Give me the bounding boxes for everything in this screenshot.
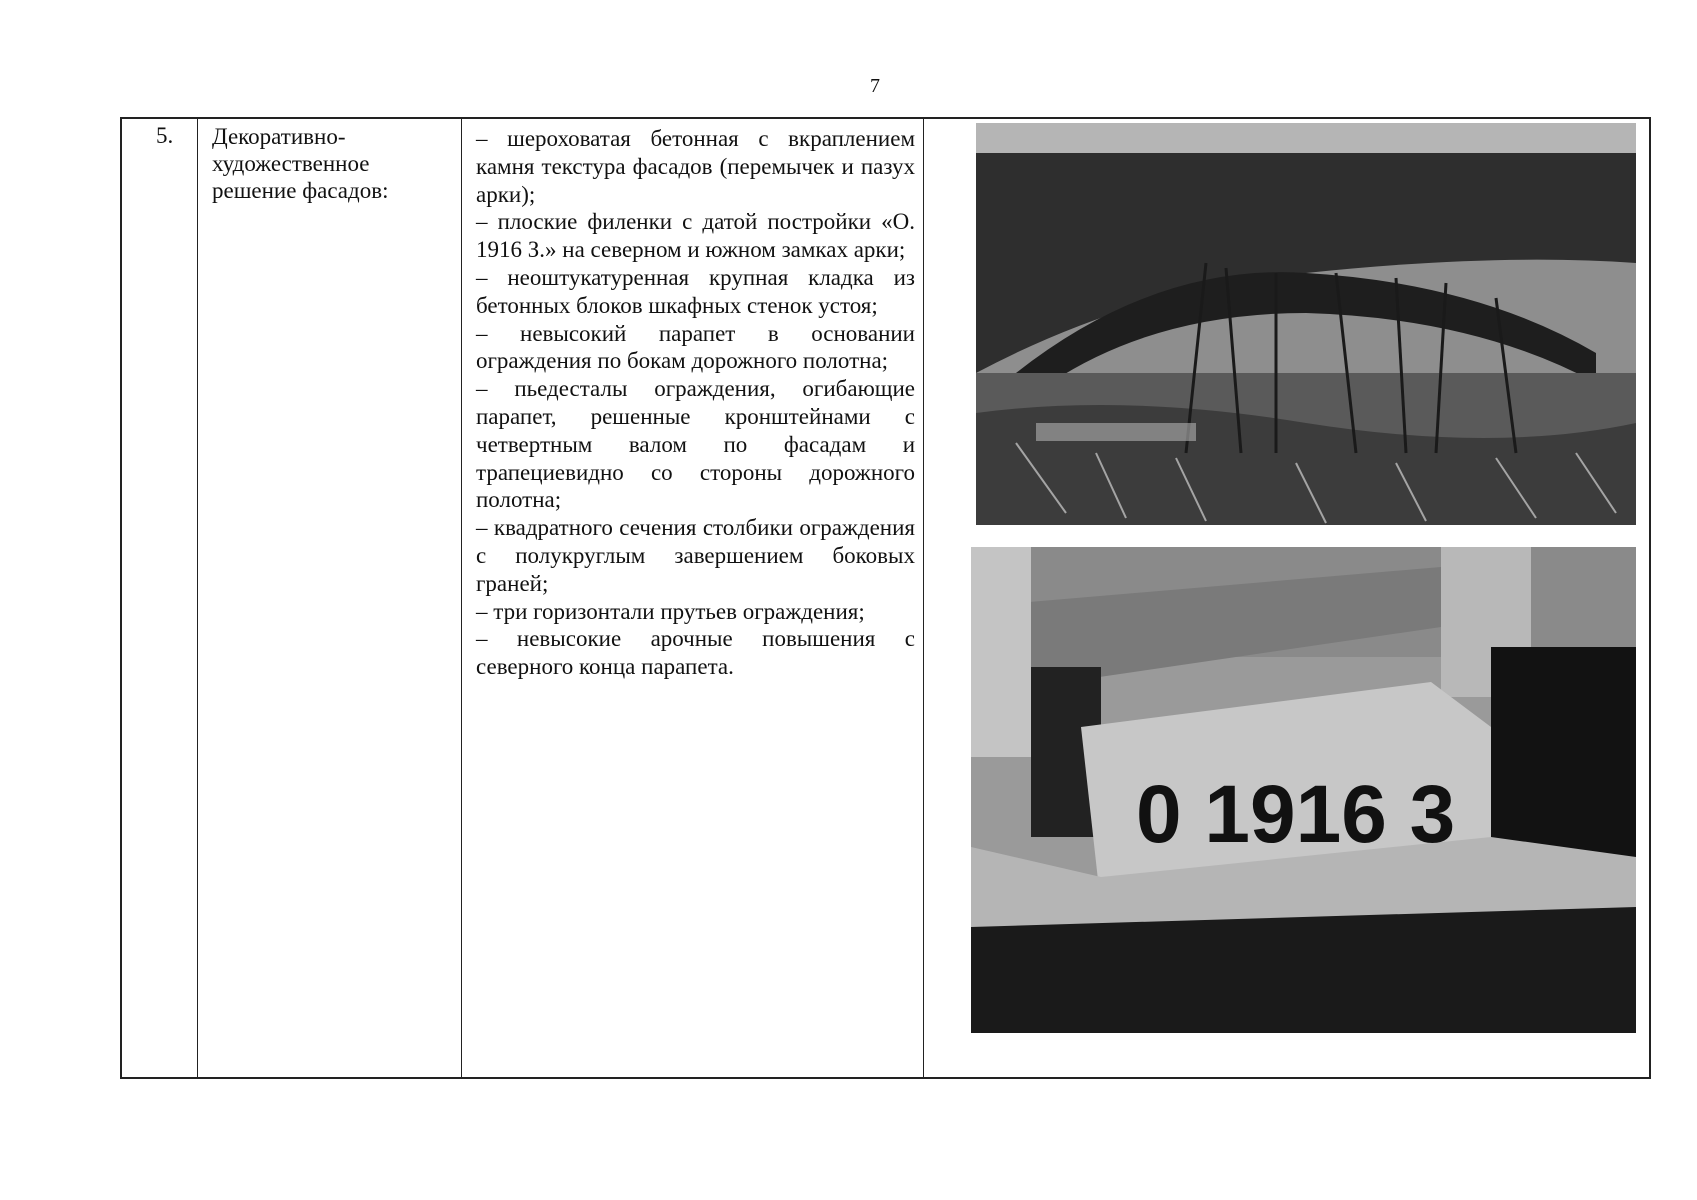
objects-table <box>120 117 1651 1079</box>
row-photos-cell <box>924 119 1649 1077</box>
bridge-arch-image <box>976 123 1636 525</box>
description-item: – неоштукатуренная крупная кладка из бетонных блоков шкафных стенок устоя; <box>476 264 915 318</box>
description-item: – невысокие арочные повышения с северного конца парапета. <box>476 626 915 680</box>
row-name-cell <box>198 119 462 1077</box>
page-number: 7 <box>870 75 880 97</box>
date-panel-image <box>971 547 1636 1033</box>
row-description-cell <box>462 119 924 1077</box>
description-item: – пьедесталы ограждения, огибающие парапет, решенные кронштейнами с четвертным валом по фасадам и трапециевидно со стороны дорожного полотна; <box>476 376 915 513</box>
description-item: – три горизонтали прутьев ограждения; <box>476 598 865 624</box>
row-number-cell <box>122 119 198 1077</box>
row-name: Декоративно-художественное решение фасадов: <box>212 124 389 203</box>
panel-date-inscription: 0 1916 3 <box>1136 769 1456 860</box>
description-item: – невысокий парапет в основании ограждения по бокам дорожного полотна; <box>476 320 915 374</box>
description-item: – плоские филенки с датой постройки «О. 1916 З.» на северном и южном замках арки; <box>476 209 915 263</box>
description-item: – шероховатая бетонная с вкраплением камня текстура фасадов (перемычек и пазух арки); <box>476 126 915 207</box>
date-panel-photo <box>971 547 1636 1033</box>
description-item: – квадратного сечения столбики ограждения с полукруглым завершением боковых граней; <box>476 515 915 596</box>
bridge-arch-photo <box>976 123 1636 525</box>
row-number: 5. <box>156 123 174 148</box>
